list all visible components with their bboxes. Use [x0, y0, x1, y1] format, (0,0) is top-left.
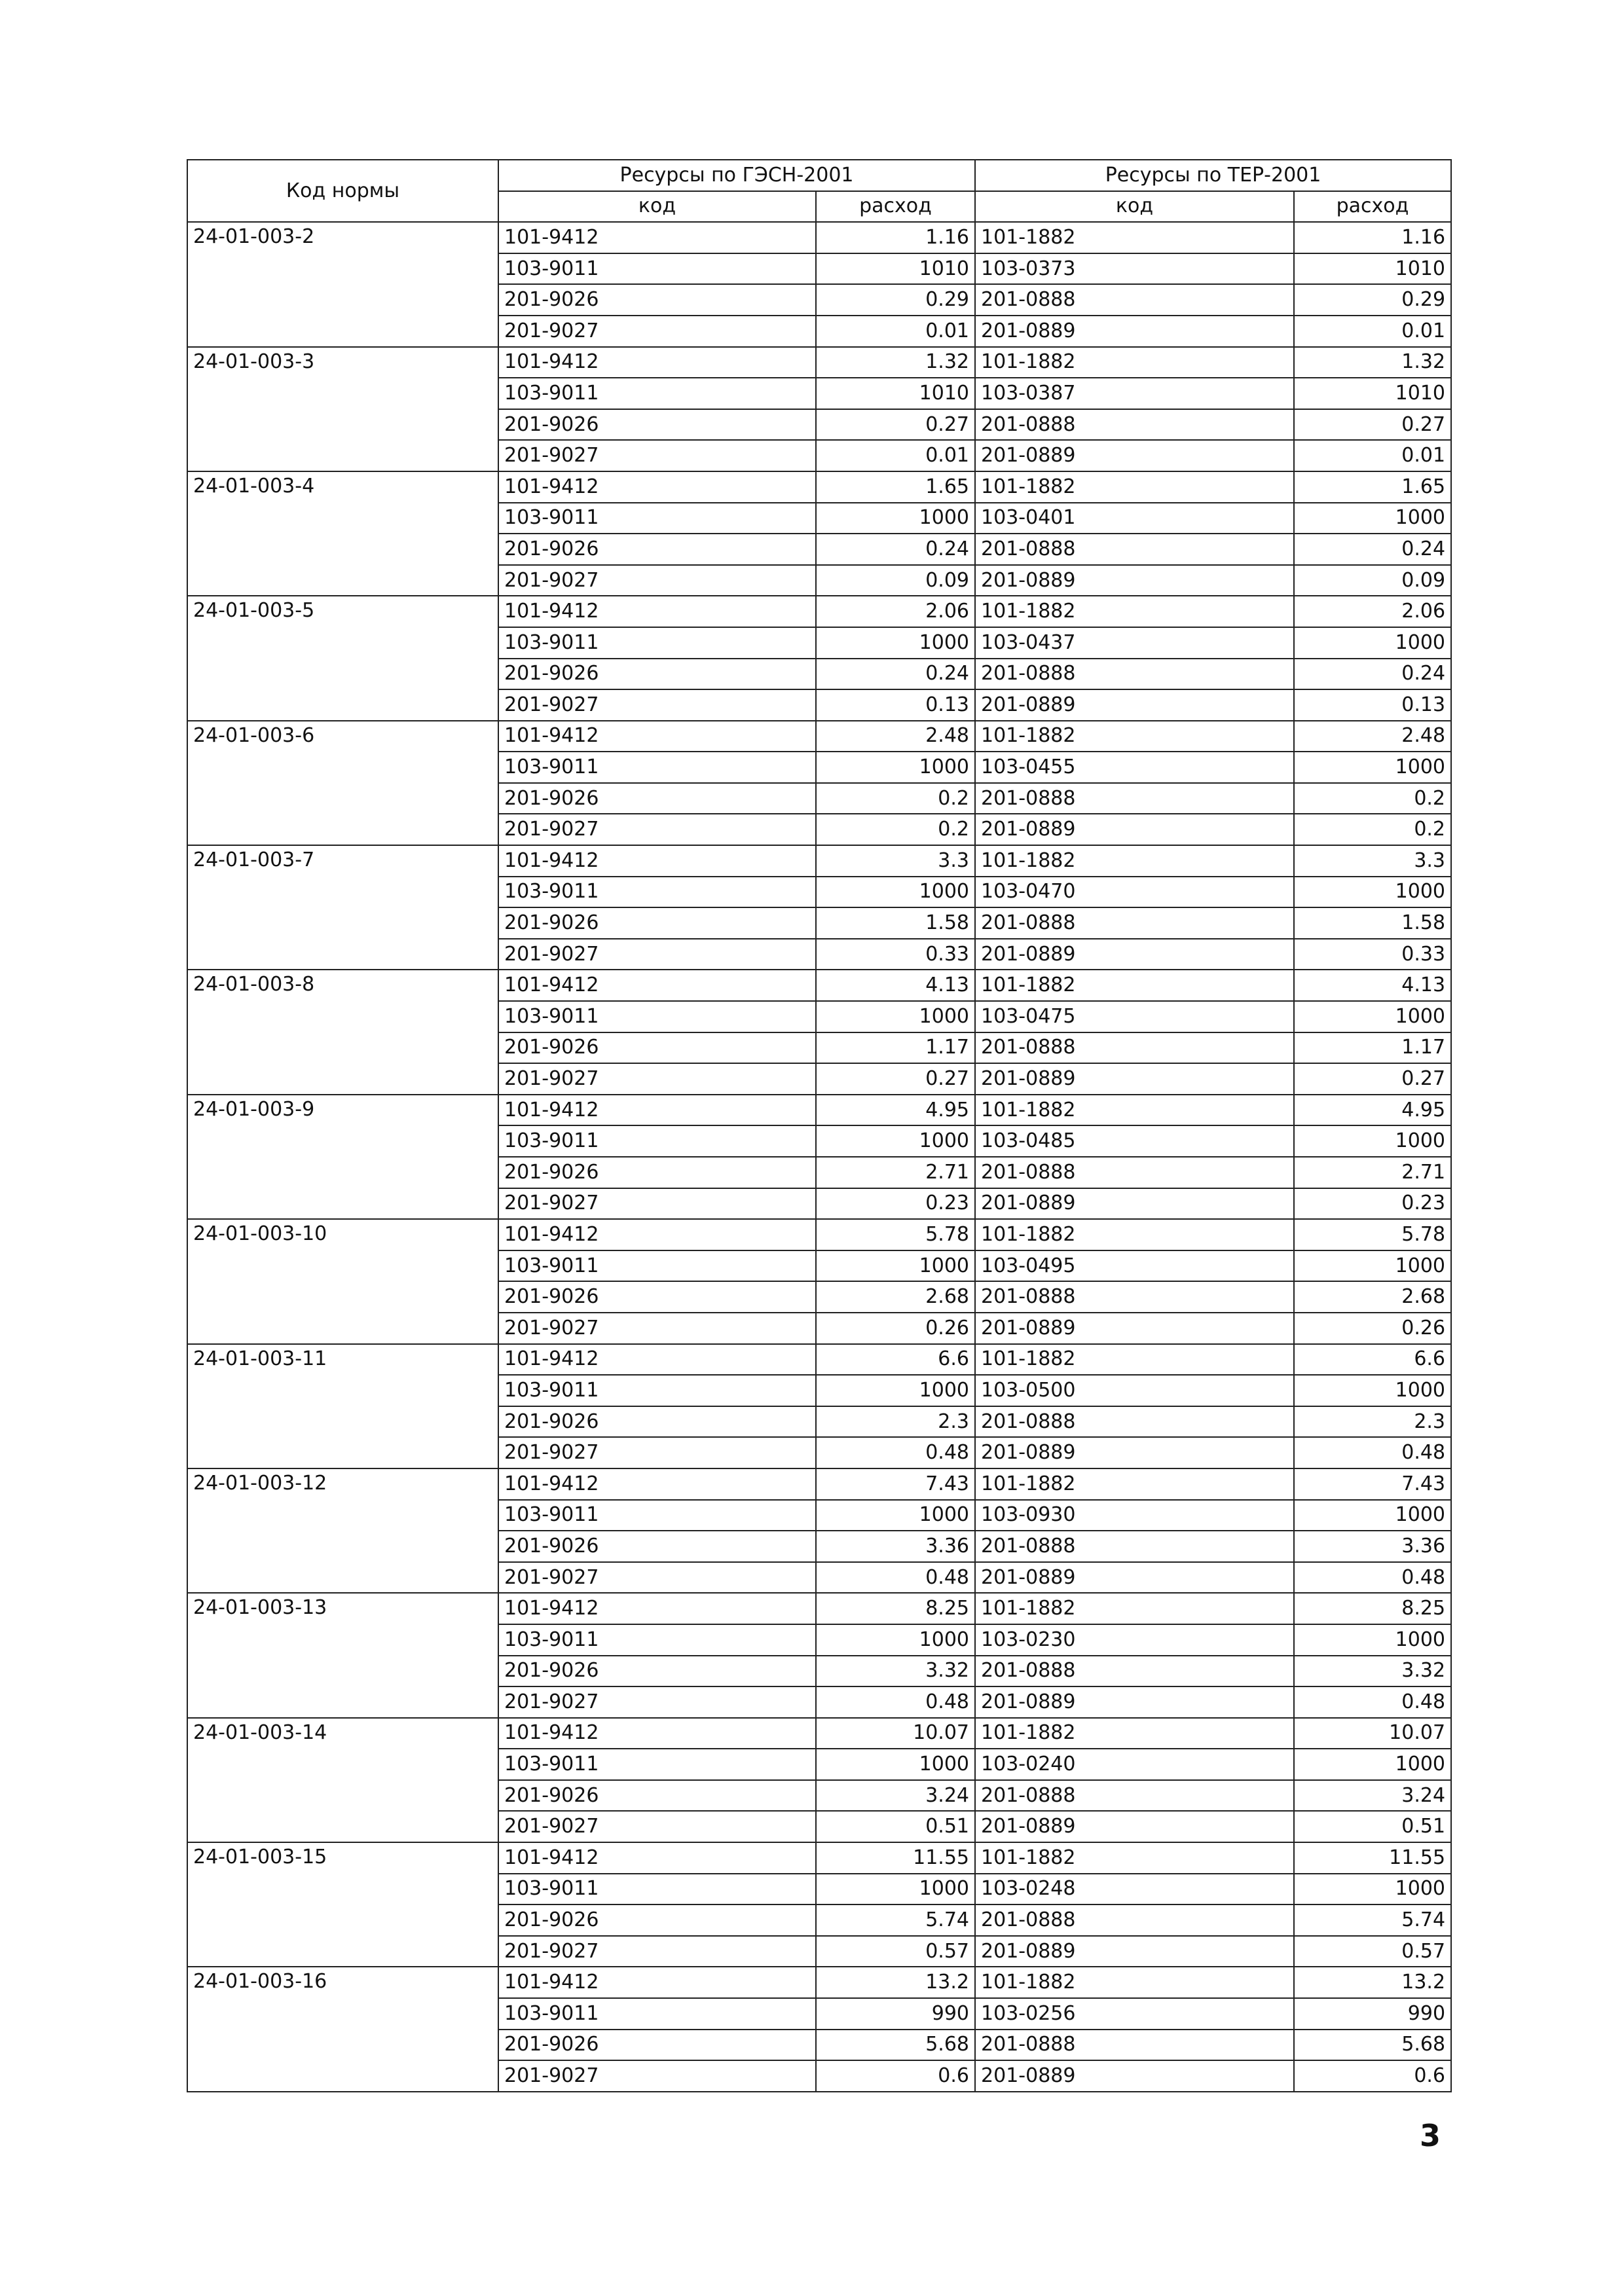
- ter-consumption-cell: 0.57: [1294, 1936, 1451, 1967]
- gesn-consumption-cell: 2.68: [816, 1281, 975, 1313]
- ter-code-cell: 101-1882: [975, 1095, 1294, 1126]
- gesn-code-cell: 101-9412: [498, 721, 816, 752]
- table-row: [187, 845, 1451, 877]
- ter-code-cell: 201-0888: [975, 1531, 1294, 1562]
- ter-code-cell: 103-0248: [975, 1874, 1294, 1905]
- gesn-consumption-cell: 1.65: [816, 471, 975, 503]
- gesn-consumption-cell: 1.16: [816, 222, 975, 253]
- table-row: [187, 1718, 1451, 1749]
- gesn-consumption-cell: 5.68: [816, 2030, 975, 2061]
- ter-code-cell: 201-0888: [975, 409, 1294, 441]
- ter-consumption-cell: 1.17: [1294, 1032, 1451, 1064]
- gesn-code-cell: 103-9011: [498, 627, 816, 659]
- table-row: [187, 1219, 1451, 1250]
- table-row: [187, 596, 1451, 627]
- ter-code-cell: 201-0889: [975, 1437, 1294, 1468]
- ter-code-cell: 201-0889: [975, 565, 1294, 596]
- gesn-code-cell: 201-9027: [498, 1811, 816, 1842]
- gesn-consumption-cell: 1010: [816, 253, 975, 285]
- gesn-consumption-cell: 4.13: [816, 970, 975, 1001]
- gesn-consumption-cell: 2.06: [816, 596, 975, 627]
- gesn-code-cell: 103-9011: [498, 1250, 816, 1282]
- table-row: [187, 970, 1451, 1001]
- ter-consumption-cell: 0.09: [1294, 565, 1451, 596]
- gesn-consumption-cell: 3.24: [816, 1780, 975, 1812]
- norm-code-cell: 24-01-003-14: [187, 1718, 498, 1842]
- gesn-consumption-cell: 0.23: [816, 1188, 975, 1220]
- ter-code-cell: 103-0373: [975, 253, 1294, 285]
- ter-consumption-cell: 0.24: [1294, 659, 1451, 690]
- gesn-consumption-cell: 0.48: [816, 1437, 975, 1468]
- ter-code-cell: 201-0889: [975, 2060, 1294, 2092]
- gesn-consumption-cell: 1010: [816, 378, 975, 409]
- ter-consumption-cell: 1000: [1294, 1001, 1451, 1032]
- ter-code-cell: 201-0888: [975, 659, 1294, 690]
- ter-consumption-cell: 0.6: [1294, 2060, 1451, 2092]
- ter-code-cell: 101-1882: [975, 970, 1294, 1001]
- ter-consumption-cell: 990: [1294, 1998, 1451, 2030]
- ter-code-cell: 101-1882: [975, 596, 1294, 627]
- ter-consumption-cell: 1000: [1294, 1250, 1451, 1282]
- ter-consumption-cell: 4.13: [1294, 970, 1451, 1001]
- table-header: [187, 160, 1451, 222]
- ter-consumption-cell: 2.48: [1294, 721, 1451, 752]
- ter-code-cell: 101-1882: [975, 1344, 1294, 1376]
- ter-code-cell: 101-1882: [975, 1718, 1294, 1749]
- ter-consumption-cell: 3.36: [1294, 1531, 1451, 1562]
- gesn-consumption-cell: 0.2: [816, 814, 975, 845]
- gesn-code-cell: 201-9027: [498, 814, 816, 845]
- gesn-consumption-cell: 0.09: [816, 565, 975, 596]
- gesn-consumption-cell: 0.51: [816, 1811, 975, 1842]
- gesn-code-cell: 103-9011: [498, 1998, 816, 2030]
- gesn-consumption-cell: 1000: [816, 1375, 975, 1406]
- ter-consumption-cell: 4.95: [1294, 1095, 1451, 1126]
- gesn-code-cell: 103-9011: [498, 1125, 816, 1157]
- gesn-code-cell: 201-9026: [498, 409, 816, 441]
- gesn-code-cell: 101-9412: [498, 845, 816, 877]
- header-ter-code: код: [975, 191, 1294, 223]
- ter-code-cell: 201-0889: [975, 1936, 1294, 1967]
- gesn-code-cell: 103-9011: [498, 1500, 816, 1531]
- ter-code-cell: 103-0455: [975, 752, 1294, 783]
- ter-consumption-cell: 6.6: [1294, 1344, 1451, 1376]
- ter-code-cell: 103-0240: [975, 1749, 1294, 1780]
- gesn-consumption-cell: 4.95: [816, 1095, 975, 1126]
- gesn-code-cell: 101-9412: [498, 596, 816, 627]
- table-row: [187, 1095, 1451, 1126]
- ter-code-cell: 201-0888: [975, 1157, 1294, 1188]
- ter-code-cell: 101-1882: [975, 1468, 1294, 1500]
- table-row: [187, 1344, 1451, 1376]
- ter-code-cell: 103-0230: [975, 1624, 1294, 1656]
- gesn-consumption-cell: 1000: [816, 1749, 975, 1780]
- ter-consumption-cell: 2.68: [1294, 1281, 1451, 1313]
- gesn-consumption-cell: 0.01: [816, 316, 975, 347]
- gesn-code-cell: 101-9412: [498, 222, 816, 253]
- gesn-code-cell: 101-9412: [498, 471, 816, 503]
- gesn-code-cell: 201-9026: [498, 1406, 816, 1438]
- gesn-consumption-cell: 1000: [816, 1624, 975, 1656]
- norm-code-cell: 24-01-003-11: [187, 1344, 498, 1468]
- ter-consumption-cell: 0.23: [1294, 1188, 1451, 1220]
- ter-code-cell: 103-0470: [975, 877, 1294, 908]
- ter-consumption-cell: 1000: [1294, 877, 1451, 908]
- gesn-code-cell: 103-9011: [498, 1375, 816, 1406]
- gesn-code-cell: 201-9027: [498, 565, 816, 596]
- ter-code-cell: 201-0889: [975, 1562, 1294, 1594]
- ter-code-cell: 201-0889: [975, 1313, 1294, 1344]
- ter-consumption-cell: 7.43: [1294, 1468, 1451, 1500]
- table-row: [187, 721, 1451, 752]
- gesn-code-cell: 103-9011: [498, 253, 816, 285]
- gesn-consumption-cell: 0.29: [816, 284, 975, 316]
- norm-code-cell: 24-01-003-7: [187, 845, 498, 970]
- gesn-consumption-cell: 0.13: [816, 689, 975, 721]
- gesn-consumption-cell: 0.27: [816, 1063, 975, 1095]
- ter-consumption-cell: 3.32: [1294, 1656, 1451, 1687]
- ter-code-cell: 103-0930: [975, 1500, 1294, 1531]
- ter-consumption-cell: 0.01: [1294, 316, 1451, 347]
- gesn-consumption-cell: 0.01: [816, 440, 975, 471]
- gesn-code-cell: 201-9026: [498, 1780, 816, 1812]
- ter-code-cell: 101-1882: [975, 222, 1294, 253]
- ter-consumption-cell: 0.48: [1294, 1686, 1451, 1718]
- ter-consumption-cell: 1.16: [1294, 222, 1451, 253]
- gesn-code-cell: 103-9011: [498, 1874, 816, 1905]
- gesn-consumption-cell: 1000: [816, 877, 975, 908]
- ter-consumption-cell: 1000: [1294, 627, 1451, 659]
- ter-code-cell: 101-1882: [975, 347, 1294, 378]
- ter-consumption-cell: 0.13: [1294, 689, 1451, 721]
- gesn-code-cell: 101-9412: [498, 970, 816, 1001]
- norm-code-cell: 24-01-003-3: [187, 347, 498, 471]
- ter-code-cell: 201-0888: [975, 534, 1294, 565]
- ter-consumption-cell: 0.26: [1294, 1313, 1451, 1344]
- ter-consumption-cell: 2.71: [1294, 1157, 1451, 1188]
- table-row: [187, 1967, 1451, 1998]
- table-row: [187, 1593, 1451, 1624]
- ter-code-cell: 201-0889: [975, 814, 1294, 845]
- page-number: 3: [1420, 2118, 1441, 2153]
- header-gesn-group: Ресурсы по ГЭСН-2001: [498, 160, 975, 191]
- gesn-code-cell: 201-9027: [498, 1936, 816, 1967]
- gesn-consumption-cell: 0.24: [816, 659, 975, 690]
- gesn-consumption-cell: 2.48: [816, 721, 975, 752]
- norm-code-cell: 24-01-003-4: [187, 471, 498, 596]
- norm-code-cell: 24-01-003-12: [187, 1468, 498, 1593]
- gesn-consumption-cell: 2.71: [816, 1157, 975, 1188]
- ter-consumption-cell: 13.2: [1294, 1967, 1451, 1998]
- ter-code-cell: 103-0500: [975, 1375, 1294, 1406]
- ter-code-cell: 201-0888: [975, 1281, 1294, 1313]
- ter-consumption-cell: 1000: [1294, 1500, 1451, 1531]
- ter-code-cell: 201-0889: [975, 1063, 1294, 1095]
- gesn-code-cell: 101-9412: [498, 1967, 816, 1998]
- ter-code-cell: 201-0888: [975, 1032, 1294, 1064]
- ter-code-cell: 201-0888: [975, 1904, 1294, 1936]
- ter-consumption-cell: 0.29: [1294, 284, 1451, 316]
- ter-code-cell: 101-1882: [975, 1842, 1294, 1874]
- gesn-code-cell: 101-9412: [498, 1468, 816, 1500]
- gesn-consumption-cell: 0.48: [816, 1686, 975, 1718]
- norm-code-cell: 24-01-003-10: [187, 1219, 498, 1343]
- ter-code-cell: 103-0475: [975, 1001, 1294, 1032]
- header-gesn-code: код: [498, 191, 816, 223]
- ter-code-cell: 201-0889: [975, 1188, 1294, 1220]
- gesn-code-cell: 201-9027: [498, 1686, 816, 1718]
- ter-consumption-cell: 11.55: [1294, 1842, 1451, 1874]
- ter-code-cell: 101-1882: [975, 845, 1294, 877]
- ter-code-cell: 201-0889: [975, 316, 1294, 347]
- gesn-code-cell: 201-9027: [498, 1313, 816, 1344]
- ter-consumption-cell: 1010: [1294, 378, 1451, 409]
- norm-code-cell: 24-01-003-5: [187, 596, 498, 720]
- gesn-code-cell: 201-9026: [498, 659, 816, 690]
- gesn-code-cell: 201-9027: [498, 1188, 816, 1220]
- header-norm-code: Код нормы: [187, 160, 498, 222]
- gesn-code-cell: 103-9011: [498, 503, 816, 534]
- gesn-code-cell: 103-9011: [498, 877, 816, 908]
- gesn-consumption-cell: 0.2: [816, 783, 975, 814]
- gesn-consumption-cell: 1.17: [816, 1032, 975, 1064]
- gesn-code-cell: 201-9026: [498, 1656, 816, 1687]
- gesn-code-cell: 101-9412: [498, 1842, 816, 1874]
- ter-consumption-cell: 1.32: [1294, 347, 1451, 378]
- norm-code-cell: 24-01-003-15: [187, 1842, 498, 1967]
- gesn-code-cell: 101-9412: [498, 1593, 816, 1624]
- table-row: [187, 222, 1451, 253]
- ter-code-cell: 101-1882: [975, 1219, 1294, 1250]
- gesn-code-cell: 201-9026: [498, 783, 816, 814]
- gesn-consumption-cell: 1000: [816, 1500, 975, 1531]
- gesn-consumption-cell: 6.6: [816, 1344, 975, 1376]
- ter-code-cell: 103-0485: [975, 1125, 1294, 1157]
- gesn-code-cell: 103-9011: [498, 1749, 816, 1780]
- ter-consumption-cell: 1.58: [1294, 907, 1451, 939]
- gesn-code-cell: 101-9412: [498, 347, 816, 378]
- ter-code-cell: 201-0888: [975, 2030, 1294, 2061]
- gesn-consumption-cell: 1000: [816, 752, 975, 783]
- gesn-code-cell: 201-9027: [498, 2060, 816, 2092]
- norm-code-cell: 24-01-003-6: [187, 721, 498, 845]
- ter-consumption-cell: 8.25: [1294, 1593, 1451, 1624]
- norm-code-cell: 24-01-003-9: [187, 1095, 498, 1219]
- ter-code-cell: 101-1882: [975, 471, 1294, 503]
- gesn-code-cell: 101-9412: [498, 1344, 816, 1376]
- ter-consumption-cell: 0.01: [1294, 440, 1451, 471]
- ter-consumption-cell: 0.27: [1294, 409, 1451, 441]
- ter-consumption-cell: 5.74: [1294, 1904, 1451, 1936]
- gesn-code-cell: 201-9027: [498, 316, 816, 347]
- gesn-consumption-cell: 1000: [816, 503, 975, 534]
- table-row: [187, 1468, 1451, 1500]
- gesn-consumption-cell: 8.25: [816, 1593, 975, 1624]
- table-body: [187, 222, 1451, 2092]
- gesn-code-cell: 103-9011: [498, 1001, 816, 1032]
- header-ter-group: Ресурсы по ТЕР-2001: [975, 160, 1451, 191]
- ter-code-cell: 103-0401: [975, 503, 1294, 534]
- ter-consumption-cell: 1000: [1294, 752, 1451, 783]
- gesn-code-cell: 201-9026: [498, 1531, 816, 1562]
- gesn-consumption-cell: 1.32: [816, 347, 975, 378]
- gesn-consumption-cell: 10.07: [816, 1718, 975, 1749]
- ter-code-cell: 103-0495: [975, 1250, 1294, 1282]
- ter-consumption-cell: 1000: [1294, 1375, 1451, 1406]
- ter-consumption-cell: 1000: [1294, 1125, 1451, 1157]
- ter-code-cell: 103-0256: [975, 1998, 1294, 2030]
- gesn-consumption-cell: 0.26: [816, 1313, 975, 1344]
- ter-consumption-cell: 0.48: [1294, 1562, 1451, 1594]
- ter-code-cell: 103-0387: [975, 378, 1294, 409]
- gesn-code-cell: 101-9412: [498, 1095, 816, 1126]
- ter-consumption-cell: 3.24: [1294, 1780, 1451, 1812]
- ter-code-cell: 101-1882: [975, 1967, 1294, 1998]
- ter-consumption-cell: 3.3: [1294, 845, 1451, 877]
- gesn-code-cell: 101-9412: [498, 1219, 816, 1250]
- ter-consumption-cell: 0.33: [1294, 939, 1451, 970]
- gesn-code-cell: 201-9026: [498, 1157, 816, 1188]
- ter-consumption-cell: 0.27: [1294, 1063, 1451, 1095]
- norm-code-cell: 24-01-003-16: [187, 1967, 498, 2091]
- ter-consumption-cell: 1000: [1294, 1874, 1451, 1905]
- gesn-code-cell: 101-9412: [498, 1718, 816, 1749]
- gesn-consumption-cell: 990: [816, 1998, 975, 2030]
- ter-consumption-cell: 0.2: [1294, 783, 1451, 814]
- gesn-consumption-cell: 1000: [816, 1874, 975, 1905]
- gesn-code-cell: 201-9027: [498, 1562, 816, 1594]
- gesn-consumption-cell: 13.2: [816, 1967, 975, 1998]
- ter-code-cell: 201-0888: [975, 1406, 1294, 1438]
- gesn-code-cell: 103-9011: [498, 378, 816, 409]
- gesn-consumption-cell: 0.24: [816, 534, 975, 565]
- gesn-consumption-cell: 0.57: [816, 1936, 975, 1967]
- gesn-code-cell: 103-9011: [498, 1624, 816, 1656]
- gesn-code-cell: 201-9026: [498, 907, 816, 939]
- norm-code-cell: 24-01-003-13: [187, 1593, 498, 1717]
- header-gesn-consumption: расход: [816, 191, 975, 223]
- ter-consumption-cell: 10.07: [1294, 1718, 1451, 1749]
- ter-code-cell: 201-0889: [975, 1686, 1294, 1718]
- gesn-code-cell: 201-9027: [498, 1437, 816, 1468]
- ter-consumption-cell: 0.24: [1294, 534, 1451, 565]
- ter-code-cell: 201-0889: [975, 939, 1294, 970]
- ter-code-cell: 201-0889: [975, 1811, 1294, 1842]
- gesn-consumption-cell: 7.43: [816, 1468, 975, 1500]
- ter-consumption-cell: 5.78: [1294, 1219, 1451, 1250]
- gesn-code-cell: 201-9026: [498, 1281, 816, 1313]
- gesn-code-cell: 201-9026: [498, 2030, 816, 2061]
- ter-consumption-cell: 1010: [1294, 253, 1451, 285]
- gesn-consumption-cell: 1.58: [816, 907, 975, 939]
- ter-consumption-cell: 1.65: [1294, 471, 1451, 503]
- ter-code-cell: 201-0888: [975, 1780, 1294, 1812]
- ter-consumption-cell: 0.51: [1294, 1811, 1451, 1842]
- gesn-code-cell: 103-9011: [498, 752, 816, 783]
- ter-consumption-cell: 1000: [1294, 1749, 1451, 1780]
- gesn-consumption-cell: 0.27: [816, 409, 975, 441]
- ter-code-cell: 201-0888: [975, 1656, 1294, 1687]
- table-row: [187, 347, 1451, 378]
- gesn-code-cell: 201-9027: [498, 440, 816, 471]
- gesn-code-cell: 201-9027: [498, 1063, 816, 1095]
- ter-consumption-cell: 1000: [1294, 1624, 1451, 1656]
- gesn-consumption-cell: 3.36: [816, 1531, 975, 1562]
- gesn-consumption-cell: 2.3: [816, 1406, 975, 1438]
- ter-consumption-cell: 2.06: [1294, 596, 1451, 627]
- ter-consumption-cell: 2.3: [1294, 1406, 1451, 1438]
- resources-table: [187, 159, 1452, 2092]
- gesn-consumption-cell: 1000: [816, 1125, 975, 1157]
- gesn-consumption-cell: 0.48: [816, 1562, 975, 1594]
- gesn-consumption-cell: 1000: [816, 1250, 975, 1282]
- ter-code-cell: 201-0888: [975, 783, 1294, 814]
- norm-code-cell: 24-01-003-8: [187, 970, 498, 1094]
- ter-code-cell: 201-0888: [975, 907, 1294, 939]
- ter-code-cell: 201-0889: [975, 440, 1294, 471]
- gesn-consumption-cell: 3.32: [816, 1656, 975, 1687]
- gesn-consumption-cell: 1000: [816, 1001, 975, 1032]
- gesn-code-cell: 201-9026: [498, 1904, 816, 1936]
- ter-consumption-cell: 0.48: [1294, 1437, 1451, 1468]
- gesn-consumption-cell: 5.78: [816, 1219, 975, 1250]
- gesn-consumption-cell: 1000: [816, 627, 975, 659]
- norm-code-cell: 24-01-003-2: [187, 222, 498, 346]
- table-row: [187, 1842, 1451, 1874]
- table-row: [187, 471, 1451, 503]
- gesn-code-cell: 201-9026: [498, 284, 816, 316]
- ter-consumption-cell: 1000: [1294, 503, 1451, 534]
- ter-consumption-cell: 0.2: [1294, 814, 1451, 845]
- ter-code-cell: 101-1882: [975, 1593, 1294, 1624]
- ter-code-cell: 201-0888: [975, 284, 1294, 316]
- gesn-consumption-cell: 0.6: [816, 2060, 975, 2092]
- gesn-consumption-cell: 5.74: [816, 1904, 975, 1936]
- gesn-code-cell: 201-9026: [498, 534, 816, 565]
- gesn-consumption-cell: 11.55: [816, 1842, 975, 1874]
- gesn-consumption-cell: 0.33: [816, 939, 975, 970]
- header-ter-consumption: расход: [1294, 191, 1451, 223]
- gesn-code-cell: 201-9027: [498, 689, 816, 721]
- ter-consumption-cell: 5.68: [1294, 2030, 1451, 2061]
- ter-code-cell: 201-0889: [975, 689, 1294, 721]
- gesn-code-cell: 201-9026: [498, 1032, 816, 1064]
- gesn-consumption-cell: 3.3: [816, 845, 975, 877]
- gesn-code-cell: 201-9027: [498, 939, 816, 970]
- ter-code-cell: 103-0437: [975, 627, 1294, 659]
- ter-code-cell: 101-1882: [975, 721, 1294, 752]
